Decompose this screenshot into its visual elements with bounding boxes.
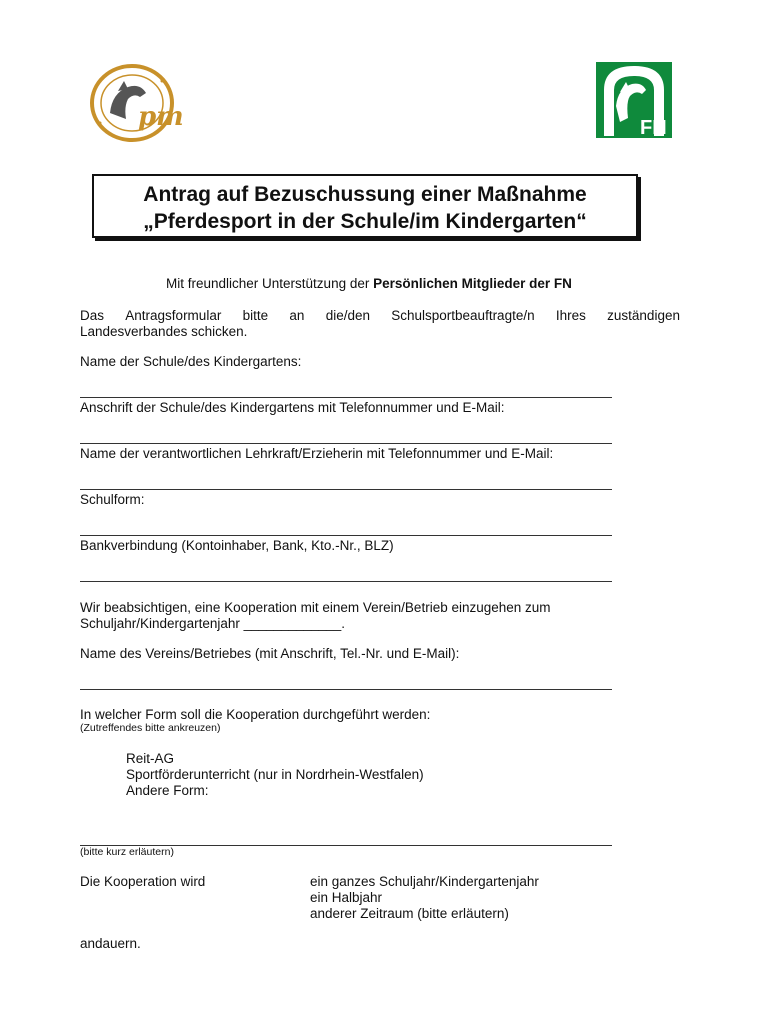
pm-seal-logo bbox=[88, 63, 184, 143]
club-line[interactable] bbox=[80, 689, 612, 690]
support-bold: Persönlichen Mitglieder der FN bbox=[373, 276, 572, 291]
cooperation-line-2: Schuljahr/Kindergartenjahr _____________. bbox=[80, 616, 345, 631]
school-type-label: Schulform: bbox=[80, 492, 145, 507]
support-line bbox=[166, 276, 572, 292]
teacher-line[interactable] bbox=[80, 489, 612, 490]
intro-word: die/den bbox=[325, 308, 370, 323]
bank-line[interactable] bbox=[80, 581, 612, 582]
form-question: In welcher Form soll die Kooperation durchgeführt werden: bbox=[80, 707, 431, 722]
fn-horse-emblem bbox=[596, 62, 672, 138]
intro-line-2: Landesverbandes schicken. bbox=[80, 324, 248, 339]
title-line-2: „Pferdesport in der Schule/im Kindergarten“ bbox=[143, 210, 587, 233]
intro-word: Ihres bbox=[555, 308, 586, 323]
school-name-label: Name der Schule/des Kindergartens: bbox=[80, 354, 302, 369]
duration-option-half-year[interactable]: ein Halbjahr bbox=[310, 890, 383, 905]
intro-paragraph bbox=[80, 308, 680, 340]
club-label: Name des Vereins/Betriebes (mit Anschrift, Tel.-Nr. und E-Mail): bbox=[80, 646, 460, 661]
bank-label: Bankverbindung (Kontoinhaber, Bank, Kto.-Nr., BLZ) bbox=[80, 538, 394, 553]
title-line-1: Antrag auf Bezuschussung einer Maßnahme bbox=[143, 183, 587, 206]
duration-option-full-year[interactable]: ein ganzes Schuljahr/Kindergartenjahr bbox=[310, 874, 539, 889]
option-reit-ag[interactable]: Reit-AG bbox=[126, 751, 175, 766]
explain-hint: (bitte kurz erläutern) bbox=[80, 846, 174, 858]
intro-word: Das bbox=[80, 308, 105, 323]
duration-option-other[interactable]: anderer Zeitraum (bitte erläutern) bbox=[310, 906, 509, 921]
option-sportfoerderunterricht[interactable]: Sportförderunterricht (nur in Nordrhein-Westfalen) bbox=[126, 767, 424, 782]
option-andere-form[interactable]: Andere Form: bbox=[126, 783, 209, 798]
intro-word: zuständigen bbox=[607, 308, 680, 323]
intro-word: Schulsportbeauftragte/n bbox=[391, 308, 535, 323]
school-name-line[interactable] bbox=[80, 397, 612, 398]
cooperation-line-1: Wir beabsichtigen, eine Kooperation mit einem Verein/Betrieb einzugehen zum bbox=[80, 600, 551, 615]
intro-word: an bbox=[289, 308, 305, 323]
duration-end: andauern. bbox=[80, 936, 141, 951]
intro-word: Antragsformular bbox=[125, 308, 222, 323]
teacher-label: Name der verantwortlichen Lehrkraft/Erzieherin mit Telefonnummer und E-Mail: bbox=[80, 446, 554, 461]
svg-text:FN: FN bbox=[640, 117, 667, 139]
form-hint: (Zutreffendes bitte ankreuzen) bbox=[80, 722, 221, 734]
address-label: Anschrift der Schule/des Kindergartens mit Telefonnummer und E-Mail: bbox=[80, 400, 505, 415]
duration-label: Die Kooperation wird bbox=[80, 874, 206, 889]
address-line[interactable] bbox=[80, 443, 612, 444]
title-box bbox=[92, 174, 638, 238]
school-type-line[interactable] bbox=[80, 535, 612, 536]
svg-text:pm: pm bbox=[138, 102, 184, 132]
intro-word: bitte bbox=[242, 308, 269, 323]
support-prefix: Mit freundlicher Unterstützung der bbox=[166, 276, 374, 291]
